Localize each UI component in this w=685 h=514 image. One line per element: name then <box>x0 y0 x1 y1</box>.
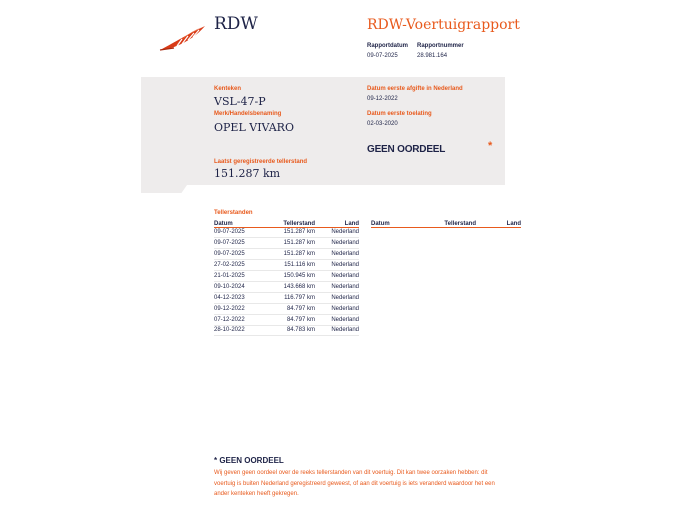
reading-odometer: 150.945 km <box>262 271 315 282</box>
reading-date: 09-10-2024 <box>214 281 262 292</box>
reading-date: 21-01-2025 <box>214 271 262 282</box>
brand-name: RDW <box>214 14 258 34</box>
vehicle-summary-panel <box>141 77 505 185</box>
reading-odometer: 116.797 km <box>262 292 315 303</box>
last-odometer: 151.287 km <box>214 167 281 180</box>
table-row <box>214 281 359 292</box>
table-row <box>214 325 359 336</box>
reading-odometer: 151.116 km <box>262 260 315 271</box>
reading-odometer: 84.797 km <box>262 303 315 314</box>
column-header-date: Datum <box>371 218 419 227</box>
first-admission-nl: 09-12-2022 <box>367 96 398 102</box>
reading-country: Nederland <box>315 227 359 238</box>
plate-label: Kenteken <box>214 86 242 92</box>
reading-date: 09-07-2025 <box>214 227 262 238</box>
reading-date: 27-02-2025 <box>214 260 262 271</box>
reading-date: 09-12-2022 <box>214 303 262 314</box>
table-header-row <box>214 218 359 227</box>
reading-date: 07-12-2022 <box>214 314 262 325</box>
odometer-label: Laatst geregistreerde tellerstand <box>214 159 308 165</box>
report-number-label: Rapportnummer <box>417 43 464 49</box>
table-row <box>214 238 359 249</box>
verdict-asterisk: * <box>488 140 493 152</box>
reading-date: 28-10-2022 <box>214 325 262 336</box>
note-title: * GEEN OORDEEL <box>214 456 284 465</box>
table-row <box>214 227 359 238</box>
first-admission-label: Datum eerste toelating <box>367 111 432 117</box>
table-row <box>214 292 359 303</box>
first-admission-nl-label: Datum eerste afgifte in Nederland <box>367 86 463 92</box>
reading-date: 09-07-2025 <box>214 238 262 249</box>
note-text: Wij geven geen oordeel over de reeks tellerstanden van dit voertuig. Dit kan twee oorzaken hebben: dit voertuig is buiten Nederland geregistreerd geweest, of aan dit voertuig is iets veranderd waardoor het een ander kenteken heeft gekregen. <box>214 470 495 497</box>
license-plate: VSL-47-P <box>214 95 266 108</box>
column-header-odometer: Tellerstand <box>262 218 315 227</box>
first-admission: 02-03-2020 <box>367 121 398 127</box>
readings-title: Tellerstanden <box>214 210 253 216</box>
column-header-country: Land <box>315 218 359 227</box>
reading-country: Nederland <box>315 238 359 249</box>
reading-date: 09-07-2025 <box>214 249 262 260</box>
reading-country: Nederland <box>315 260 359 271</box>
reading-country: Nederland <box>315 249 359 260</box>
report-date-label: Rapportdatum <box>367 43 408 49</box>
readings-table-left <box>214 218 359 336</box>
reading-date: 04-12-2023 <box>214 292 262 303</box>
reading-country: Nederland <box>315 292 359 303</box>
panel-tab-decoration <box>141 185 187 193</box>
vehicle-make: OPEL VIVARO <box>214 121 294 134</box>
report-date: 09-07-2025 <box>367 53 398 59</box>
table-row <box>214 271 359 282</box>
reading-country: Nederland <box>315 281 359 292</box>
make-label: Merk/Handelsbenaming <box>214 111 282 117</box>
reading-odometer: 84.797 km <box>262 314 315 325</box>
table-row <box>214 314 359 325</box>
table-row <box>214 303 359 314</box>
reading-country: Nederland <box>315 314 359 325</box>
table-row <box>214 260 359 271</box>
column-header-date: Datum <box>214 218 262 227</box>
reading-odometer: 151.287 km <box>262 249 315 260</box>
reading-country: Nederland <box>315 303 359 314</box>
column-header-odometer: Tellerstand <box>419 218 476 227</box>
report-title: RDW-Voertuigrapport <box>367 17 520 33</box>
reading-country: Nederland <box>315 271 359 282</box>
reading-country: Nederland <box>315 325 359 336</box>
reading-odometer: 151.287 km <box>262 227 315 238</box>
report-number: 28.981.164 <box>417 53 448 59</box>
reading-odometer: 143.668 km <box>262 281 315 292</box>
reading-odometer: 151.287 km <box>262 238 315 249</box>
verdict: GEEN OORDEEL <box>367 144 446 155</box>
column-header-country: Land <box>476 218 521 227</box>
readings-table-right <box>371 218 521 228</box>
table-row <box>214 249 359 260</box>
table-header-row <box>371 218 521 227</box>
rdw-logo-icon <box>158 24 208 52</box>
reading-odometer: 84.783 km <box>262 325 315 336</box>
